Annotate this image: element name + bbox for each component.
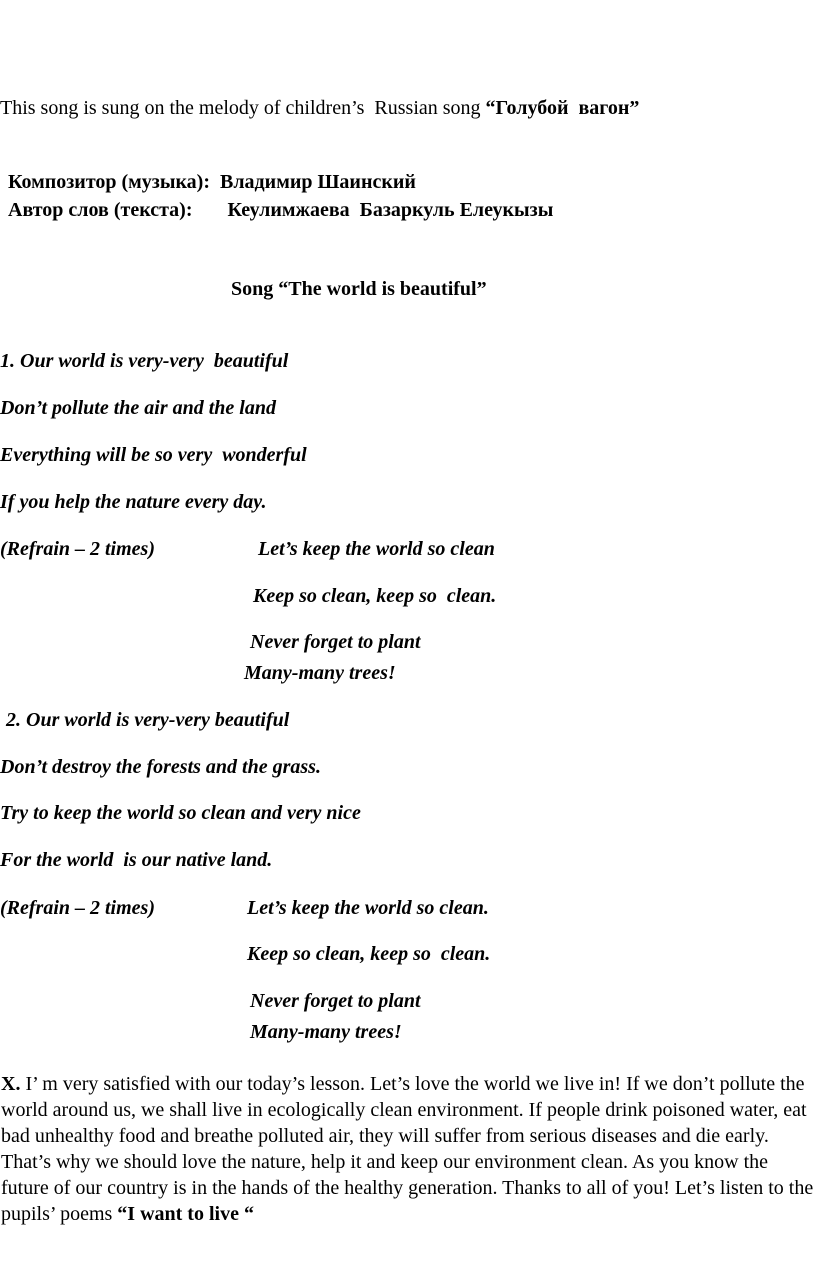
verse2-line1: 2. Our world is very-very beautiful [6,709,290,731]
composer-credit: Композитор (музыка): Владимир Шаинский [8,171,416,193]
intro-text: This song is sung on the melody of children’s Russian song [0,97,486,119]
verse1-line2: Don’t pollute the air and the land [0,397,276,419]
refrain2-line4: Many-many trees! [250,1021,402,1043]
verse2-line3: Try to keep the world so clean and very nice [0,802,361,824]
closing-paragraph [1,1071,815,1227]
verse1-line1: 1. Our world is very-very beautiful [0,350,289,372]
verse1-line3: Everything will be so very wonderful [0,444,307,466]
song-title: Song “The world is beautiful” [231,278,487,300]
intro-line [0,96,639,120]
refrain2-line1: Let’s keep the world so clean. [247,897,489,919]
song-name: “Голубой вагон” [485,97,640,119]
verse2-line4: For the world is our native land. [0,849,273,871]
refrain2-line2: Keep so clean, keep so clean. [247,943,491,965]
section-marker: X. [1,1073,21,1095]
poem-title: “I want to live “ [117,1203,254,1225]
refrain1-line3: Never forget to plant [250,631,421,653]
refrain2-line3: Never forget to plant [250,990,421,1012]
refrain1-line4: Many-many trees! [244,662,396,684]
lyricist-credit: Автор слов (текста): Кеулимжаева Базаркуль Елеукызы [8,199,554,221]
closing-text: I’ m very satisfied with our today’s lesson. Let’s love the world we live in! If we don’t pollute the world around us, we shall live in ecologically clean environment. If people drink poisoned water, eat bad unhealthy food and breathe polluted air, they will suffer from serious diseases and die early. That’s why we should love the nature, help it and keep our environment clean. As you know the future of our country is in the hands of the healthy generation. Thanks to all of you! Let’s listen to the pupils’ poems [1,1073,814,1225]
refrain1-label: (Refrain – 2 times) [0,538,155,560]
refrain1-line1: Let’s keep the world so clean [258,538,495,560]
refrain2-label: (Refrain – 2 times) [0,897,155,919]
verse1-line4: If you help the nature every day. [0,491,267,513]
verse2-line2: Don’t destroy the forests and the grass. [0,756,321,778]
refrain1-line2: Keep so clean, keep so clean. [253,585,497,607]
